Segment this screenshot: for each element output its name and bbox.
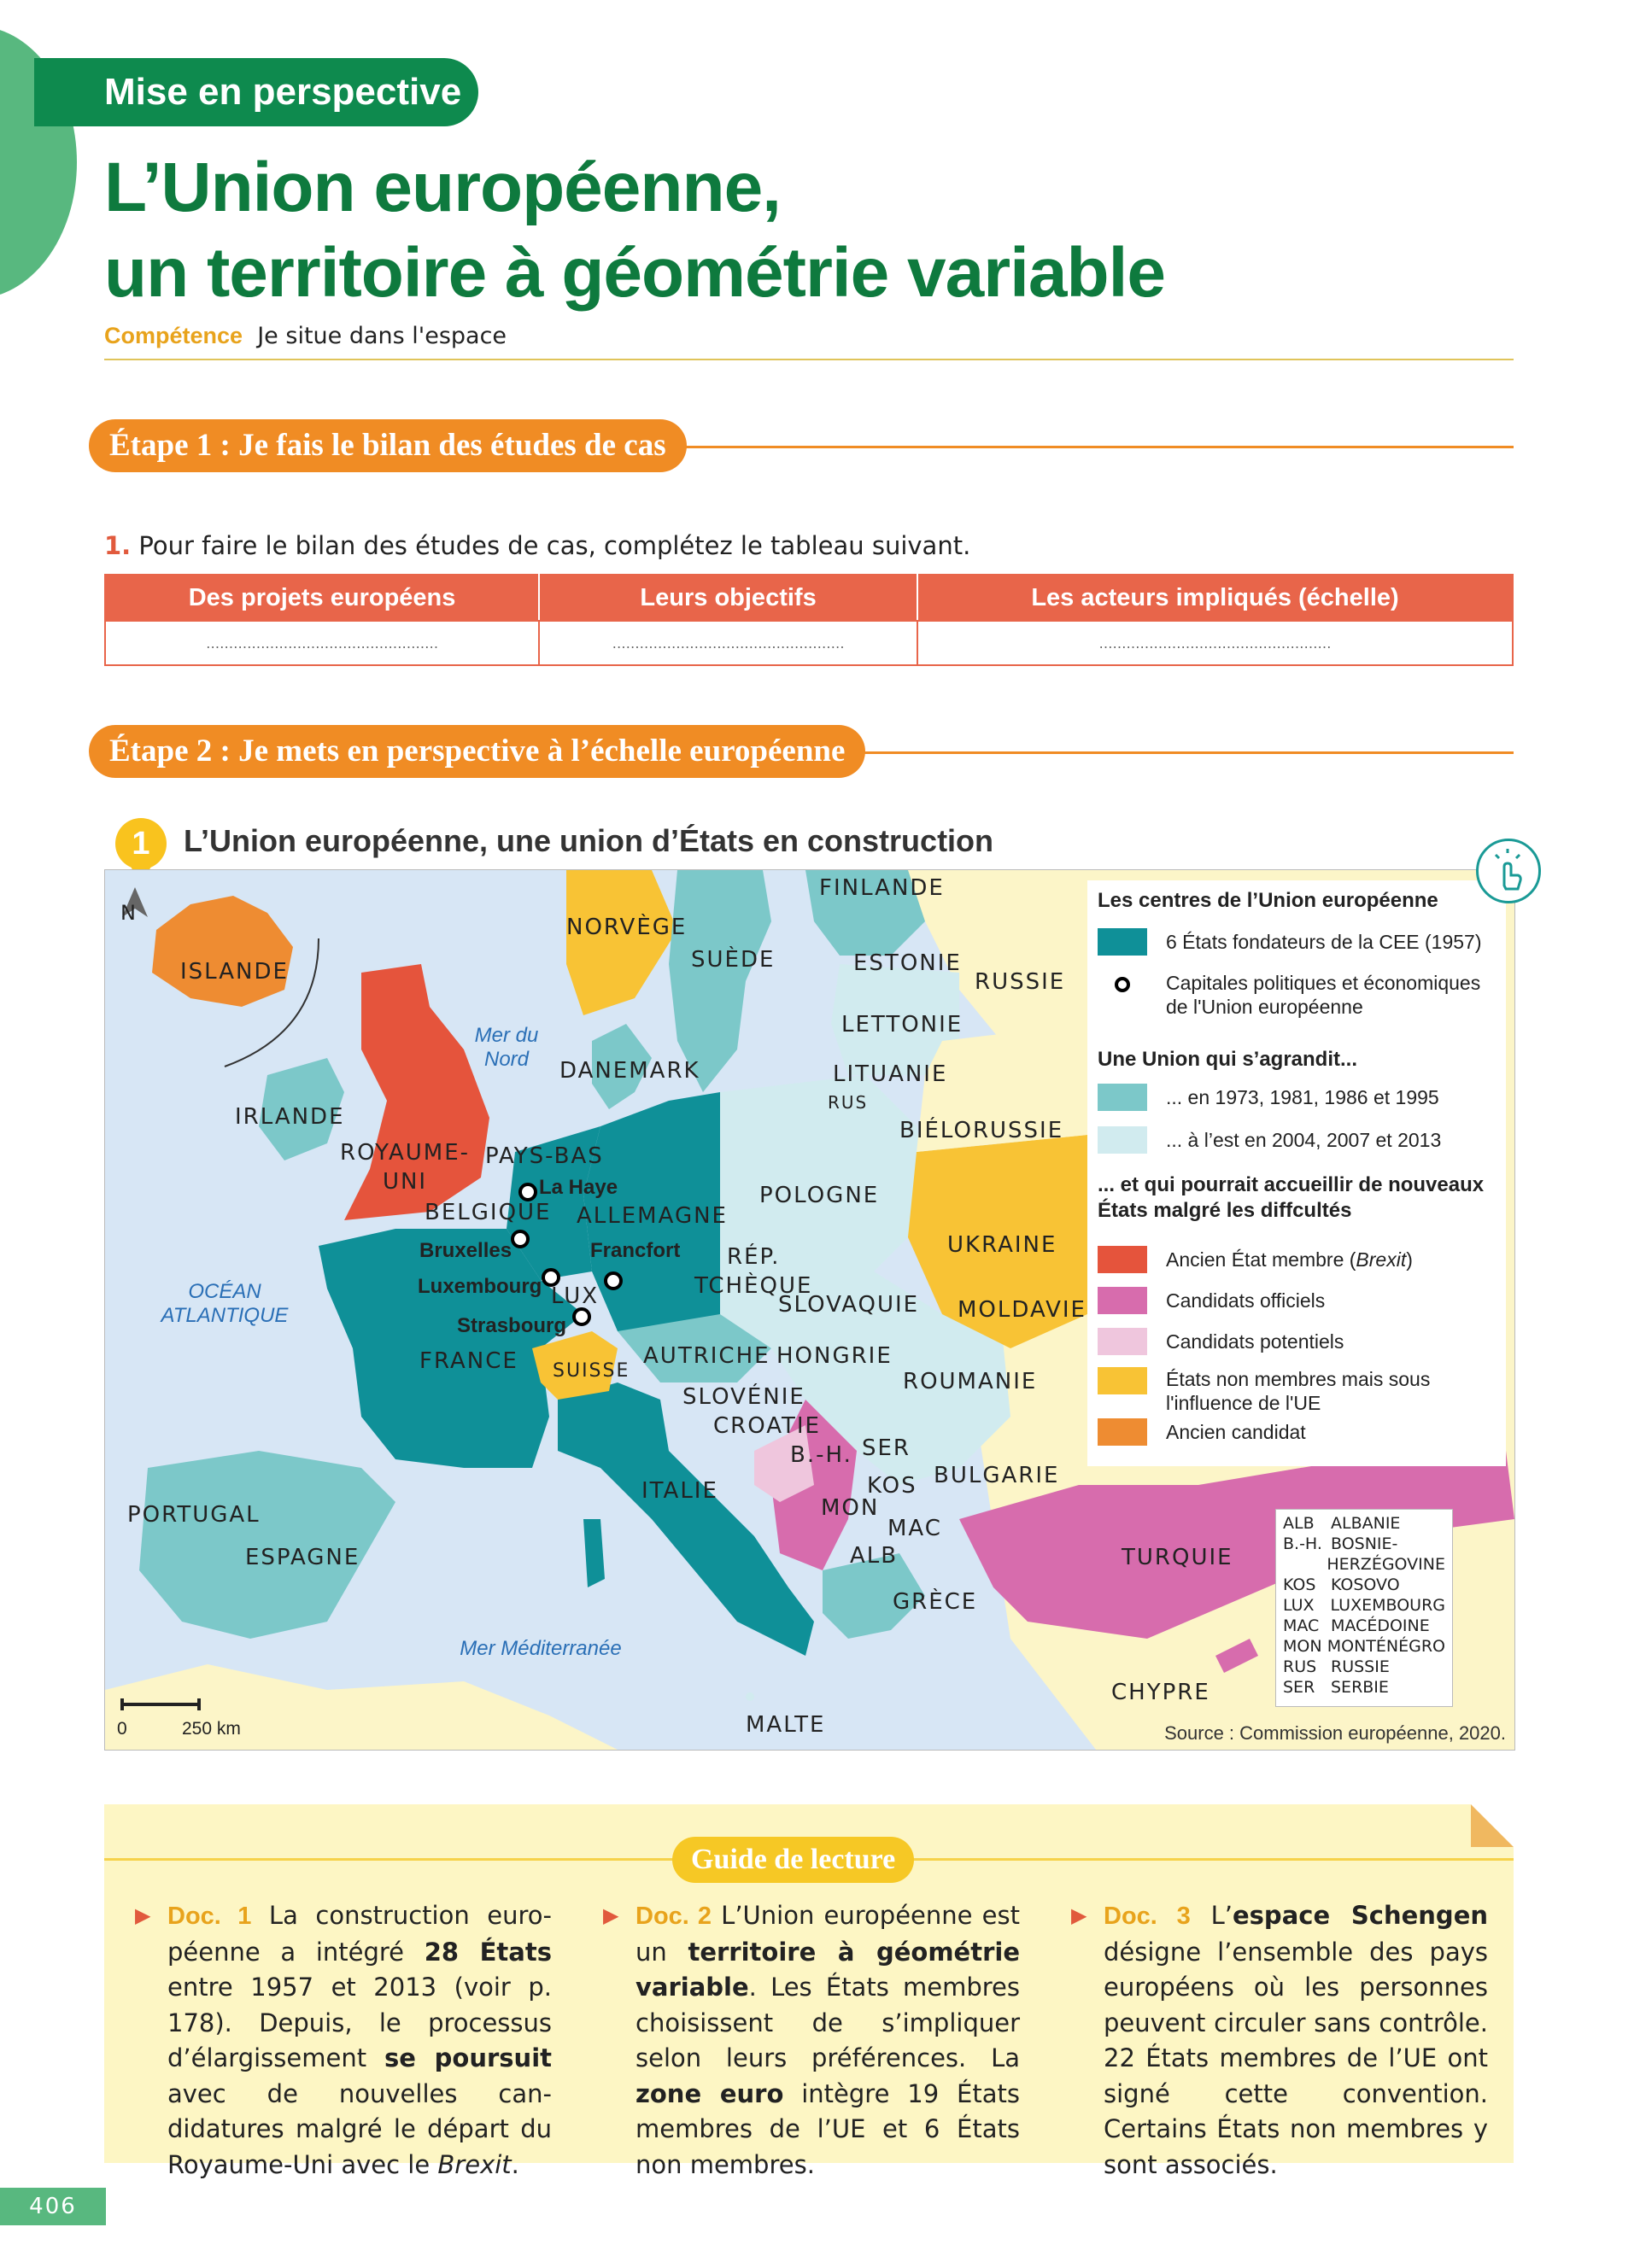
- map-eu: [104, 869, 1515, 1751]
- competence: Compétence Je situe dans l'espace: [104, 323, 507, 349]
- abbr-row: KOS KOSOVO: [1283, 1575, 1400, 1594]
- doc3-link[interactable]: Doc. 3: [1104, 1903, 1191, 1930]
- label-espagne: ESPAGNE: [245, 1545, 360, 1570]
- label-france: FRANCE: [419, 1348, 518, 1374]
- label-islande: ISLANDE: [180, 959, 289, 985]
- legend-swatch-potentiels: [1098, 1328, 1147, 1355]
- abbreviations-box: [1275, 1509, 1453, 1707]
- sea-mer-du-nord: Mer du Nord: [474, 1024, 539, 1071]
- step1-line: [683, 446, 1514, 448]
- label-slovaquie: SLOVAQUIE: [778, 1292, 920, 1318]
- reading-guide: [104, 1804, 1514, 2179]
- doc-title: L’Union européenne, une union d’États en construction: [184, 823, 994, 858]
- hand-icon: [1479, 841, 1538, 901]
- table-cell-blank[interactable]: ……………………………………………: [539, 621, 917, 665]
- scale-label: 250 km: [182, 1719, 241, 1739]
- abbr-row: LUX LUXEMBOURG: [1283, 1596, 1445, 1615]
- label-lux: LUX: [551, 1283, 600, 1309]
- city-francfort: Francfort: [590, 1239, 681, 1262]
- step2-label: Étape 2 : Je mets en perspective à l’échelle européenne: [89, 725, 865, 778]
- label-portugal: PORTUGAL: [127, 1502, 261, 1528]
- norway: [566, 870, 677, 1015]
- sea-atlantique: OCÉAN ATLANTIQUE: [161, 1280, 289, 1327]
- label-pologne: POLOGNE: [759, 1183, 880, 1208]
- label-ser: SER: [862, 1435, 911, 1461]
- label-finlande: FINLANDE: [819, 875, 945, 901]
- label-turquie: TURQUIE: [1122, 1545, 1233, 1570]
- label-moldavie: MOLDAVIE: [958, 1297, 1086, 1323]
- abbr-row: MAC MACÉDOINE: [1283, 1616, 1430, 1635]
- legend-swatch-fondateurs: [1098, 928, 1147, 956]
- label-kos: KOS: [867, 1473, 917, 1499]
- table-cell-blank[interactable]: ……………………………………………: [917, 621, 1513, 665]
- label-malte: MALTE: [746, 1712, 826, 1738]
- label-allemagne: ALLEMAGNE: [577, 1203, 728, 1229]
- malta: [746, 1692, 754, 1701]
- guide-col-2: ▶ Doc. 2 L’Union européenne est un territoire à géométrie variable. Les États membres choisissent de s’impliquer selon leurs préférences. La zone euro intègre 19 États membres de l’UE et 6 États non membres.: [636, 1898, 1020, 2183]
- map-source: Source : Commission européenne, 2020.: [1164, 1722, 1506, 1744]
- label-alb: ALB: [850, 1543, 899, 1569]
- label-norvege: NORVÈGE: [566, 915, 688, 940]
- sea-mediterranee: Mer Méditerranée: [460, 1637, 622, 1660]
- doc2-link[interactable]: Doc. 2: [636, 1903, 712, 1930]
- guide-col-3: ▶ Doc. 3 L’espace Schengen désigne l’ensemble des pays européens où les personnes peuvent circuler sans contrôle. 22 États membres de l’UE ont signé cette convention. Certains États non membres y sont associés.: [1104, 1898, 1488, 2183]
- abbr-row: MON MONTÉNÉGRO: [1283, 1637, 1445, 1656]
- legend-text: États non membres mais sous l'influence de l'UE: [1166, 1368, 1431, 1414]
- abbr-row: RUS RUSSIE: [1283, 1657, 1390, 1676]
- label-bielorussie: BIÉLORUSSIE: [899, 1118, 1064, 1143]
- label-mon: MON: [821, 1495, 880, 1521]
- scale-zero: 0: [117, 1719, 127, 1739]
- label-grece: GRÈCE: [893, 1589, 978, 1615]
- abbr-row: B.-H. BOSNIE-: [1283, 1534, 1398, 1553]
- legend-heading: Les centres de l’Union européenne: [1098, 889, 1438, 912]
- legend-swatch-officiels: [1098, 1287, 1147, 1314]
- legend-heading: ... et qui pourrait accueillir de nouveaux États malgré les diffcultés: [1098, 1173, 1485, 1222]
- abbr-row: ALB ALBANIE: [1283, 1514, 1401, 1533]
- legend-text: ... à l’est en 2004, 2007 et 2013: [1166, 1129, 1442, 1151]
- label-rep-tcheque: RÉP. TCHÈQUE: [694, 1244, 813, 1299]
- label-suede: SUÈDE: [691, 947, 776, 973]
- label-royaume-uni: ROYAUME- UNI: [340, 1140, 471, 1195]
- page-fold: [1471, 1804, 1514, 1847]
- legend-heading: Une Union qui s’agrandit...: [1098, 1048, 1358, 1071]
- label-rus: RUS: [828, 1092, 869, 1113]
- table-header: Les acteurs impliqués (échelle): [917, 575, 1513, 621]
- map-legend: [1087, 880, 1506, 1466]
- arrow-icon: ▶: [1071, 1903, 1087, 1927]
- legend-text-brexit: Ancien État membre (Brexit): [1166, 1248, 1413, 1271]
- legend-swatch-ancien-candidat: [1098, 1418, 1147, 1446]
- doc1-link[interactable]: Doc. 1: [167, 1903, 252, 1930]
- label-danemark: DANEMARK: [559, 1058, 700, 1084]
- doc-number: 1: [115, 818, 167, 869]
- label-roumanie: ROUMANIE: [903, 1369, 1038, 1394]
- label-slovenie: SLOVÉNIE: [682, 1384, 805, 1410]
- capital-strasbourg: [574, 1309, 589, 1324]
- label-mac: MAC: [887, 1516, 942, 1541]
- capital-la-haye: [520, 1184, 536, 1200]
- arrow-icon: ▶: [603, 1903, 619, 1927]
- table-header: Des projets européens: [105, 575, 539, 621]
- legend-text: Candidats officiels: [1166, 1289, 1326, 1312]
- label-lituanie: LITUANIE: [833, 1061, 948, 1087]
- label-belgique: BELGIQUE: [425, 1200, 552, 1225]
- label-chypre: CHYPRE: [1111, 1680, 1210, 1705]
- summary-table: [104, 574, 1514, 666]
- iceland: [152, 896, 293, 1007]
- legend-text: Ancien candidat: [1166, 1421, 1306, 1443]
- legend-swatch-capitales: [1098, 971, 1147, 998]
- step2-line: [854, 751, 1514, 754]
- legend-text: Capitales politiques et économiques de l'Union européenne: [1166, 972, 1481, 1018]
- legend-text: 6 États fondateurs de la CEE (1957): [1166, 931, 1482, 953]
- table-cell-blank[interactable]: ……………………………………………: [105, 621, 539, 665]
- label-lettonie: LETTONIE: [841, 1012, 964, 1038]
- legend-swatch-brexit: [1098, 1246, 1147, 1273]
- step1-label: Étape 1 : Je fais le bilan des études de cas: [89, 419, 687, 472]
- city-bruxelles: Bruxelles: [419, 1239, 512, 1262]
- city-la-haye: La Haye: [539, 1176, 618, 1199]
- capital-bruxelles: [512, 1231, 528, 1247]
- label-estonie: ESTONIE: [853, 950, 962, 976]
- divider: [104, 359, 1514, 360]
- capital-dot-icon: [1115, 977, 1130, 992]
- page-number: 406: [0, 2188, 106, 2225]
- sardinia: [583, 1519, 605, 1587]
- label-bulgarie: BULGARIE: [934, 1463, 1060, 1488]
- table-header: Leurs objectifs: [539, 575, 917, 621]
- legend-text: Candidats potentiels: [1166, 1330, 1344, 1353]
- label-croatie: CROATIE: [713, 1413, 821, 1439]
- page-title: L’Union européenne, un territoire à géométrie variable: [104, 149, 1166, 312]
- city-luxembourg: Luxembourg: [418, 1275, 542, 1298]
- label-italie: ITALIE: [641, 1478, 718, 1504]
- abbr-row: SER SERBIE: [1283, 1678, 1389, 1697]
- touch-hand-icon[interactable]: [1476, 839, 1541, 903]
- capital-francfort: [606, 1273, 621, 1289]
- label-autriche: AUTRICHE: [643, 1343, 770, 1369]
- question-1: 1. Pour faire le bilan des études de cas, complétez le tableau suivant.: [104, 531, 971, 560]
- legend-swatch-elarg1: [1098, 1084, 1147, 1111]
- legend-text: ... en 1973, 1981, 1986 et 1995: [1166, 1086, 1439, 1108]
- label-irlande: IRLANDE: [235, 1104, 345, 1130]
- guide-title: Guide de lecture: [672, 1837, 914, 1883]
- legend-swatch-elarg2: [1098, 1126, 1147, 1154]
- abbr-row: HERZÉGOVINE: [1327, 1555, 1445, 1574]
- label-ukraine: UKRAINE: [947, 1232, 1057, 1258]
- guide-col-1: ▶ Doc. 1 La construction européenne a intégré 28 États entre 1957 et 2013 (voir p. 178). Depuis, le processus d’élargissement se poursuit avec de nouvelles candidatures malgré le départ du Royaume-Uni avec le Brexit.: [167, 1898, 552, 2183]
- arrow-icon: ▶: [135, 1903, 151, 1927]
- north-label: N: [120, 901, 138, 925]
- label-hongrie: HONGRIE: [776, 1343, 893, 1369]
- legend-swatch-non-membres: [1098, 1367, 1147, 1394]
- label-russie: RUSSIE: [975, 969, 1066, 995]
- label-pays-bas: PAYS-BAS: [485, 1143, 604, 1169]
- label-suisse: SUISSE: [553, 1360, 630, 1382]
- city-strasbourg: Strasbourg: [457, 1314, 567, 1337]
- section-tag: Mise en perspective: [34, 58, 478, 126]
- label-bh: B.-H.: [790, 1442, 852, 1468]
